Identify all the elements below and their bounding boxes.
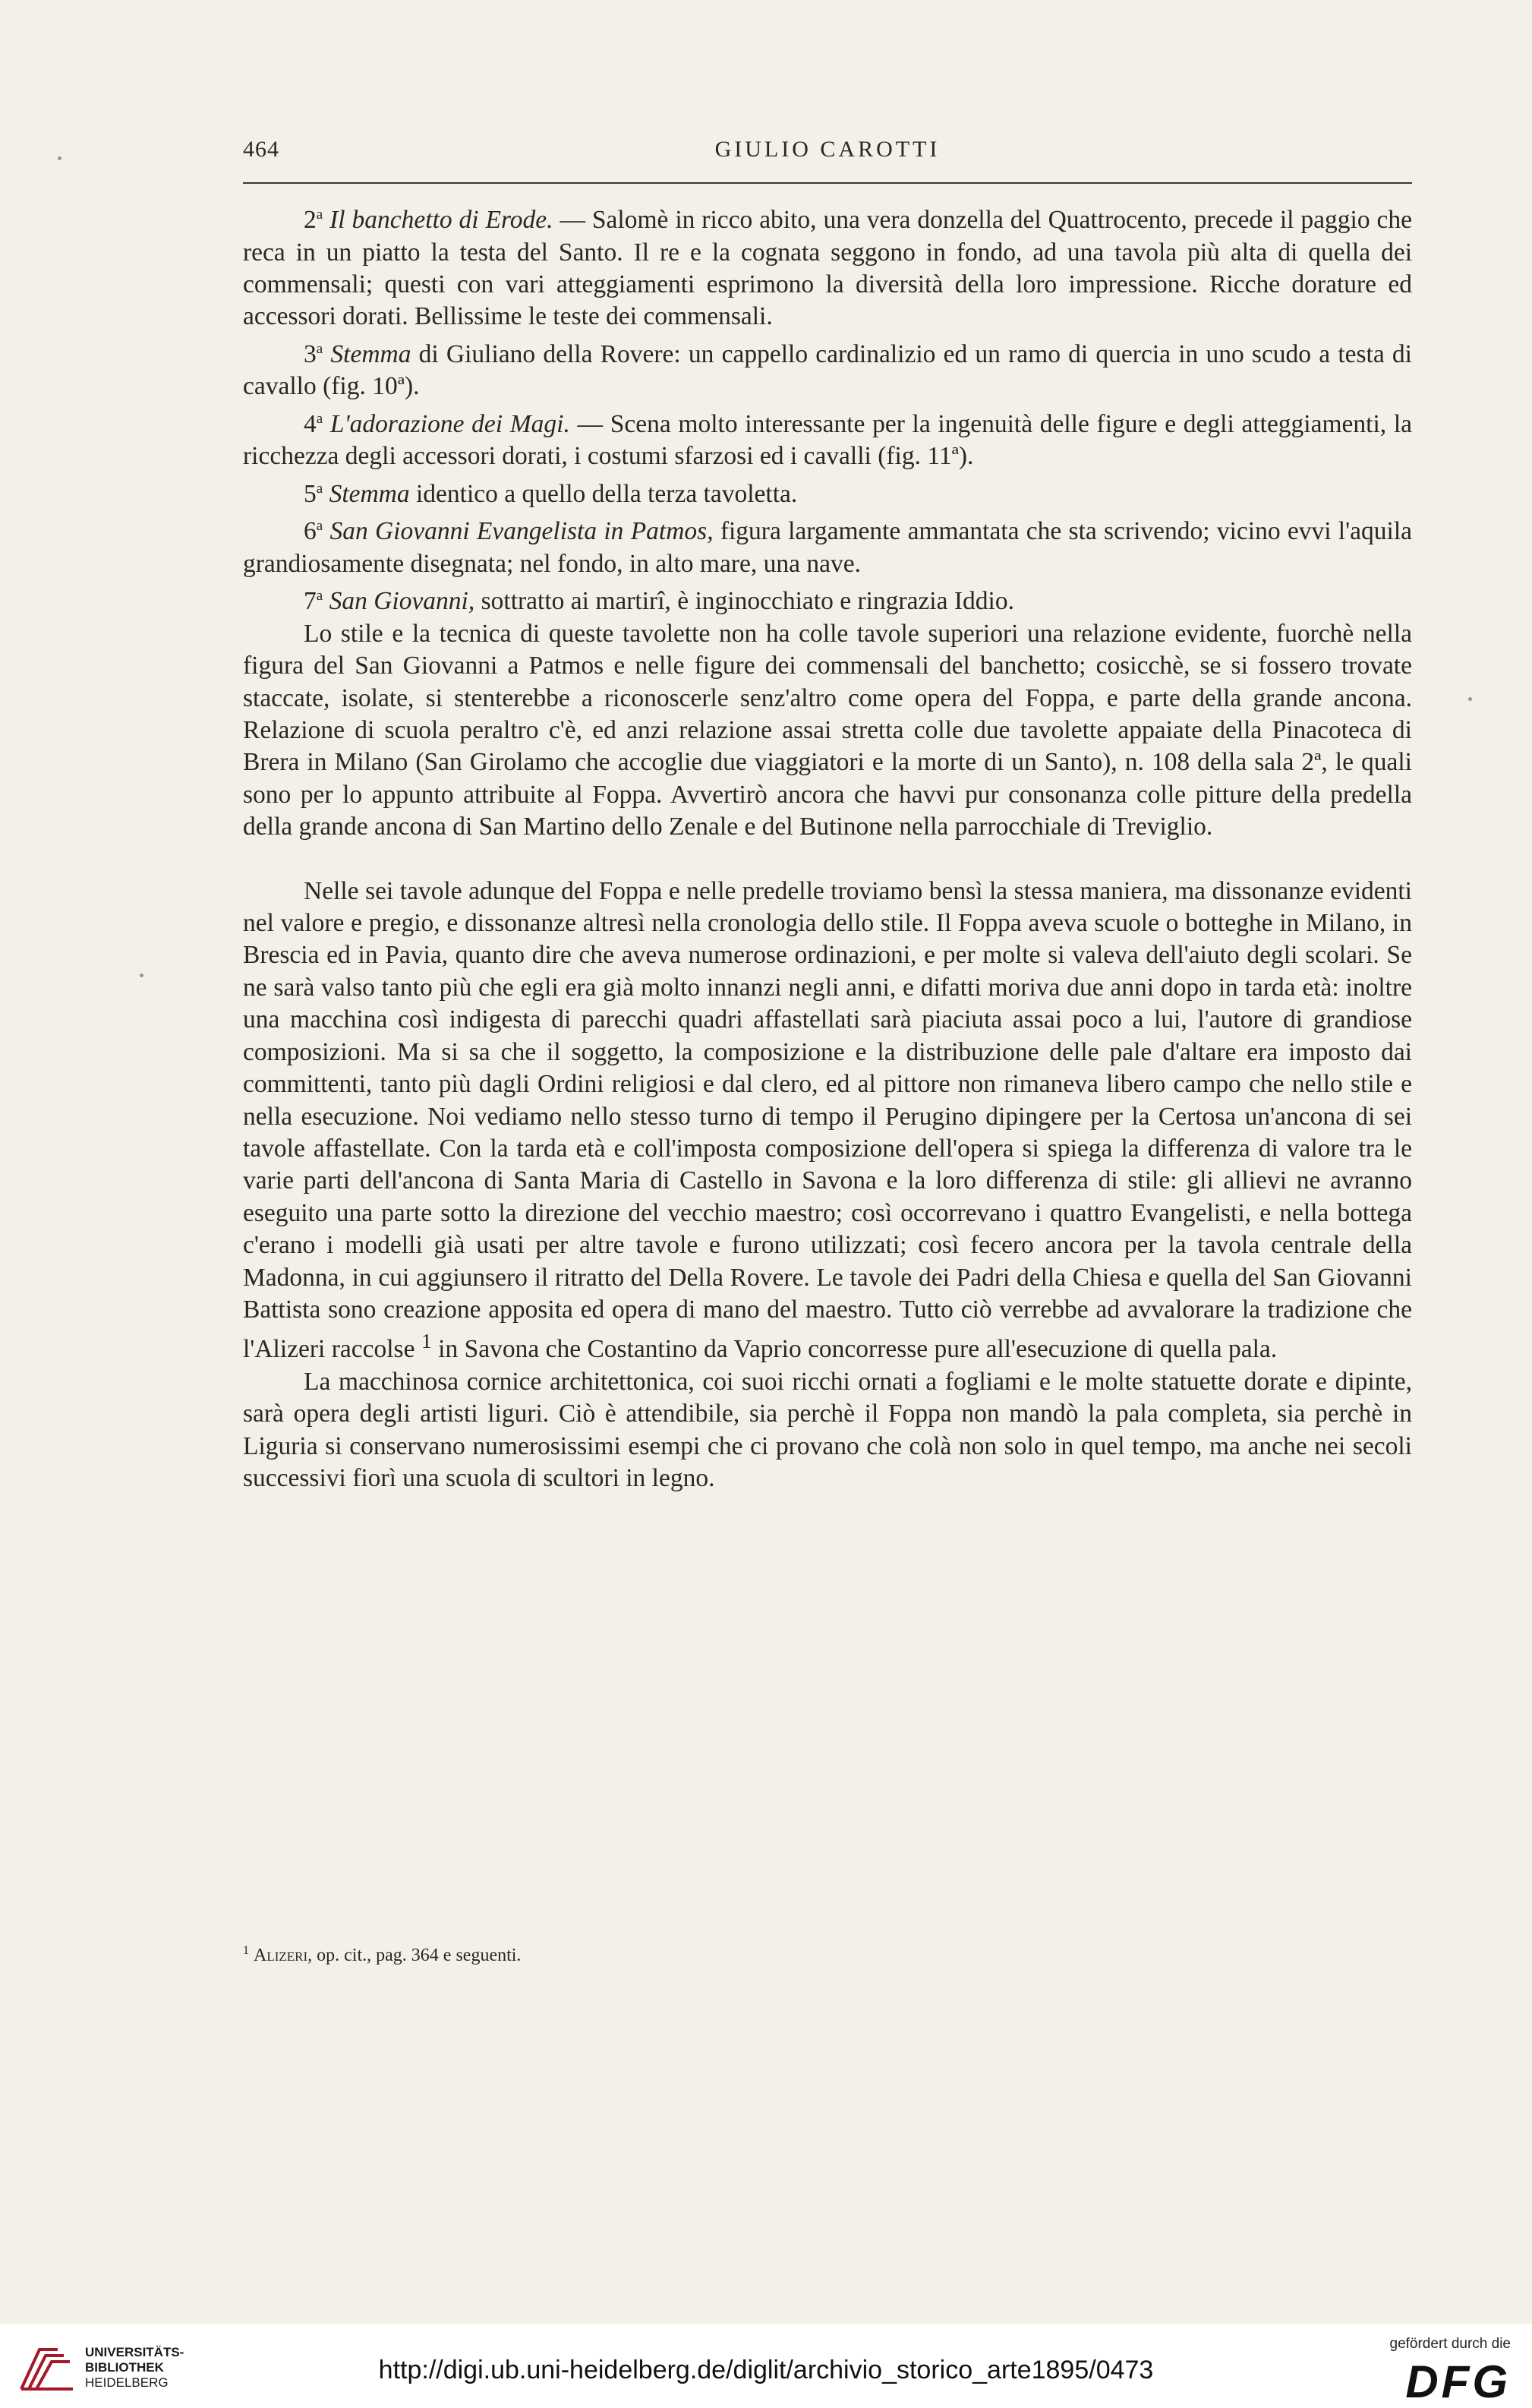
item-text: — Salomè in ricco abito, una vera donzella del Quattrocento, precede il paggio che reca in un piatto la testa del Santo. Il re e la cognata seggono in fondo, ad una tavola più alta di quella dei commensali; questi con vari atteggiamenti esprimono la diversità della loro impressione. Ricche dorature ed accessori dorati. Bellissime le teste dei commensali. [243,206,1412,331]
item-text: — Scena molto interessante per la ingenuità delle figure e degli atteggiamenti, la ricchezza degli accessori dorati, i costumi sfarzosi ed i cavalli (fig. 11ª). [243,409,1413,471]
item-title: Stemma [330,339,411,368]
item-number: 2$^a$ [304,206,323,235]
item-number: 7$^a$ [304,587,323,616]
footnote-text: , op. cit., pag. 364 e seguenti. [307,1946,522,1965]
footer-bar [0,2324,1532,2408]
item-number: 4$^a$ [304,409,323,438]
library-name: UNIVERSITÄTS- BIBLIOTHEK HEIDELBERG [85,2345,184,2390]
list-item [243,333,1412,403]
item-title: Il banchetto di Erode. [329,206,553,235]
item-text: di Giuliano della Rovere: un cappello cardinalizio ed un ramo di quercia in uno scudo a testa di cavallo (fig. 10ª). [243,339,1412,401]
item-title: San Giovanni Evangelista in Patmos, [329,517,714,546]
body-paragraph: Lo stile e la tecnica di queste tavolette non ha colle tavole superiori una relazione evidente, fuorchè nella figura del San Giovanni a Patmos e nelle figure dei commensali del banchetto; cosicchè, se si fossero trovate staccate, isolate, si stenterebbe a riconoscerle senz'altro come opera del Foppa, e parte della grande ancona. Relazione di scuola peraltro c'è, ed anzi relazione assai stretta colle due tavolette appaiate della Pinacoteca di Brera in Milano (San Girolamo che accoglie due viaggiatori e la morte di un Santo), n. 108 della sala 2ª, le quali sono per lo appunto attribuite al Foppa. Avvertirò ancora che havvi pur consonanza colle pitture della predella della grande ancona di San Martino dello Zenale e del Butinone nella parrocchiale di Treviglio. [243,619,1412,841]
funded-by-label: gefördert durch die [1389,2336,1511,2352]
list-item [243,580,1412,618]
item-text: identico a quello della terza tavoletta. [409,479,798,508]
item-number: 6$^a$ [304,517,323,546]
footnote-reference[interactable]: 1 [421,1330,432,1354]
list-item [243,403,1412,473]
item-text: sottratto ai martirî, è inginocchiato e ringrazia Iddio. [474,587,1014,616]
permalink-url[interactable]: http://digi.ub.uni-heidelberg.de/diglit/archivio_storico_arte1895/0473 [378,2356,1154,2384]
margin-dot [140,974,143,977]
page-header [243,137,1412,182]
footnote [243,1939,1412,1967]
body-paragraph: La macchinosa cornice architettonica, coi suoi ricchi ornati a fogliami e le molte statuette dorate e dipinte, sarà opera degli artisti liguri. Ciò è attendibile, sia perchè il Foppa non mandò la pala completa, sia perchè in Liguria si conservano numerosissimi esempi che ci provano che colà non solo in quel tempo, ma anche nei secoli successivi fiorì una scuola di scultori in legno. [243,1367,1412,1493]
list-item [243,199,1412,333]
page-number: 464 [243,137,279,162]
body-paragraph: Nelle sei tavole adunque del Foppa e nelle predelle troviamo bensì la stessa maniera, ma dissonanze evidenti nel valore e pregio, e dissonanze altresì nella cronologia dello stile. Il Foppa aveva scuole o botteghe in Milano, in Brescia ed in Pavia, quanto dire che aveva numerose ordinazioni, e per molte si valeva dell'aiuto degli scolari. Se ne sarà valso tanto più che egli era già molto innanzi negli anni, e difatti moriva due anni dopo in tarda età: inoltre una macchina così indigesta di parecchi quadri affastellati sarà piaciuta assai poco a lui, l'autore di grandiose composizioni. Ma si sa che il soggetto, la composizione e la distribuzione delle pale d'altare era imposto dai committenti, tanto più dagli Ordini religiosi e dal clero, ed al pittore non rimaneva libero campo che nello stile e nella esecuzione. Noi vediamo nello stesso turno di tempo il Perugino dipingere per la Certosa un'ancona di sei tavole affastellate. Con la tarda età e coll'imposta composizione dell'opera si spiega la differenza di valore tra le varie parti dell'ancona di Santa Maria di Castello in Savona e la loro differenza di stile: gli allievi ne avranno eseguito una parte sotto la direzione del vecchio maestro; così occorrevano i quattro Evangelisti, e nella bottega c'erano i modelli già usati per altre tavole e furono utilizzati; così fecero ancora per la tavola centrale della Madonna, in cui aggiunsero il ritratto del Della Rovere. Le tavole dei Padri della Chiesa e quella del San Giovanni Battista sono creazione apposita ed opera di mano del maestro. Tutto ciò verrebbe ad avvalorare la tradizione che l'Alizeri raccolse $^1$ in Savona che Costantino da Vaprio concorresse pure all'esecuzione di quella pala. [243,876,1412,1364]
running-head: GIULIO CAROTTI [714,137,941,162]
margin-dot [1468,697,1472,701]
item-number: 5$^a$ [304,479,323,508]
item-title: L'adorazione dei Magi. [329,409,570,438]
body-text [243,199,1412,1495]
item-title: San Giovanni, [329,587,475,616]
footnote-mark: 1 [243,1944,249,1957]
margin-dot [58,156,61,160]
list-item [243,510,1412,580]
item-title: Stemma [329,479,410,508]
header-rule [243,182,1412,184]
dfg-logo: DFG [1405,2356,1511,2407]
list-item [243,473,1412,511]
item-number: 3$^a$ [304,339,323,368]
item-text: figura largamente ammantata che sta scrivendo; vicino evvi l'aquila grandiosamente disegnata; nel fondo, in alto mare, una nave. [243,517,1413,578]
footnote-author: Alizeri [254,1946,308,1965]
